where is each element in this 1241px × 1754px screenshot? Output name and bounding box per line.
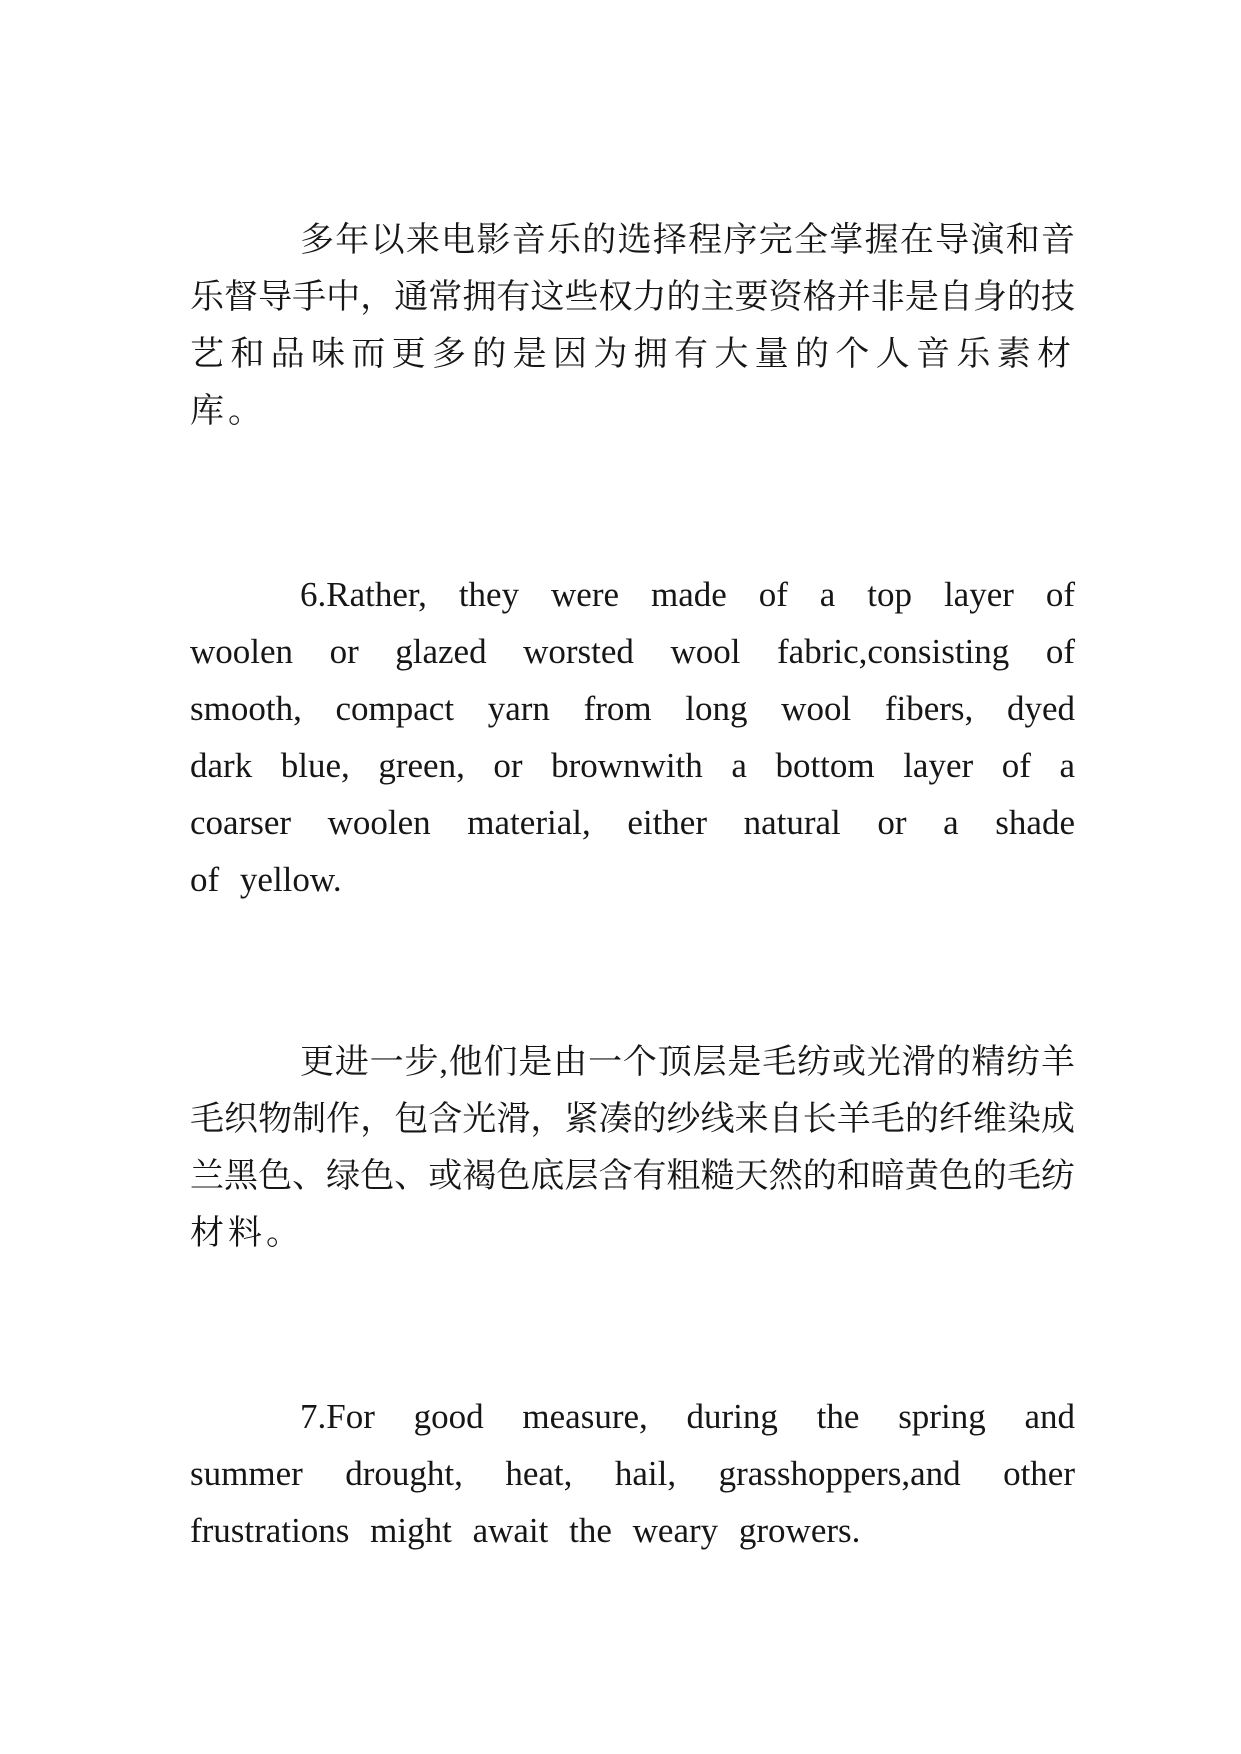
text-line: of yellow. [190,860,342,899]
paragraph-zh-2 [190,1034,1075,1262]
text-line: dark blue, green, or brownwith a bottom layer of a [190,746,1075,785]
text-line: smooth, compact yarn from long wool fibers, dyed [190,689,1075,728]
document-content [190,212,1075,1559]
text-line: 乐督导手中，通常拥有这些权力的主要资格并非是自身的技 [190,279,1075,316]
paragraph-en-6 [190,566,1075,908]
text-line: 多年以来电影音乐的选择程序完全掌握在导演和音 [300,222,1075,259]
paragraph-en-7 [190,1388,1075,1559]
text-line: summer drought, heat, hail, grasshoppers,and other [190,1454,1075,1493]
text-line: 材料。 [190,1215,304,1252]
text-line: frustrations might await the weary growers. [190,1511,861,1550]
text-line: 兰黑色、绿色、或褐色底层含有粗糙天然的和暗黄色的毛纺 [190,1158,1075,1195]
text-line: 毛织物制作，包含光滑，紧凑的纱线来自长羊毛的纤维染成 [190,1101,1075,1138]
text-line: 7.For good measure, during the spring and [300,1397,1075,1436]
text-line: 更进一步,他们是由一个顶层是毛纺或光滑的精纺羊 [300,1044,1075,1081]
text-line: 艺和品味而更多的是因为拥有大量的个人音乐素材库。 [190,336,1075,430]
paragraph-zh-1 [190,212,1075,440]
text-line: coarser woolen material, either natural or a shade [190,803,1075,842]
text-line: woolen or glazed worsted wool fabric,consisting of [190,632,1075,671]
text-line: 6.Rather, they were made of a top layer of [300,575,1075,614]
